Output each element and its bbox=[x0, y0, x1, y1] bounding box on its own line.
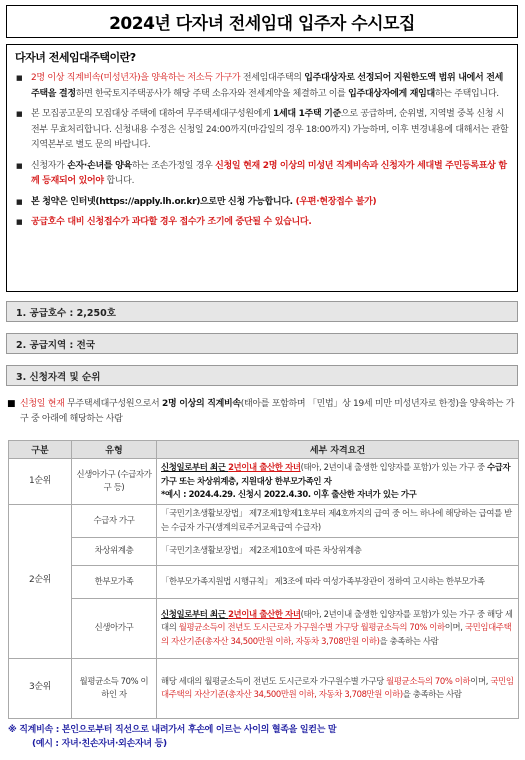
intro-bullet-4: ■ 본 청약은 인터넷(https://apply.lh.or.kr)으로만 신청 가능합니다. (우편·현장접수 불가) bbox=[15, 195, 509, 211]
page-title: 2024년 다자녀 전세임대 입주자 수시모집 bbox=[109, 14, 415, 34]
footnote-line-1: ※ 직계비속 : 본인으로부터 직선으로 내려가서 후손에 이르는 사이의 혈족을 일컫는 말 bbox=[8, 725, 337, 735]
eligibility-intro: ■ 신청일 현재 무주택세대구성원으로서 2명 이상의 직계비속(태아를 포함하며 「민법」상 19세 미만 미성년자로 한정)을 양육하는 가구 중 아래에 해당하는 사람 bbox=[7, 399, 515, 424]
requirement-cell: 「국민기초생활보장법」 제2조제10호에 따른 차상위계층 bbox=[157, 537, 519, 565]
square-bullet-icon: ■ bbox=[16, 218, 23, 226]
requirement-cell: 신청일로부터 최근 2년이내 출산한 자녀(태아, 2년이내 출생한 입양자를 포함)가 있는 가구 중 수급자가구 또는 차상위계층, 지원대상 한부모가족인 자 *예시 : 2024.4.29. 신청시 2022.4.30. 이후 출산한 자녀가 있는 가구 bbox=[157, 459, 519, 505]
intro-bullet-3: ■ 신청자가 손자·손녀를 양육하는 조손가정일 경우 신청일 현재 2명 이상의 미성년 직계비속과 신청자가 세대별 주민등록표상 함께 등재되어 있어야 합니다. bbox=[16, 160, 507, 186]
table-row bbox=[9, 598, 519, 658]
page-title-box bbox=[6, 5, 518, 38]
section-eligibility: 3. 신청자격 및 순위 bbox=[6, 365, 518, 386]
black-square-icon: ■ bbox=[7, 399, 16, 409]
rank-cell: 3순위 bbox=[9, 658, 72, 718]
col-header-rank: 구분 bbox=[9, 441, 72, 459]
intro-box bbox=[6, 44, 518, 292]
footnote-line-2: (예시 : 자녀·친손자녀·외손자녀 등) bbox=[32, 739, 167, 749]
type-cell: 차상위계층 bbox=[72, 537, 157, 565]
table-row bbox=[9, 459, 519, 505]
requirement-cell: 「한부모가족지원법 시행규칙」 제3조에 따라 여성가족부장관이 정하여 고시하는 한부모가족 bbox=[157, 565, 519, 598]
requirement-cell: 해당 세대의 월평균소득이 전년도 도시근로자 가구원수별 가구당 월평균소득의 70% 이하이며, 국민임대주택의 자산기준(총자산 34,500만원 이하, 자동차 3,708만원 이하)을 충족하는 사람 bbox=[157, 658, 519, 718]
intro-bullet-5: ■ 공급호수 대비 신청접수가 과다할 경우 접수가 조기에 중단될 수 있습니다. bbox=[15, 215, 509, 231]
rank-cell: 1순위 bbox=[9, 459, 72, 505]
type-cell: 신생아가구 (수급자가구 등) bbox=[72, 459, 157, 505]
section-supply-region: 2. 공급지역 : 전국 bbox=[6, 333, 518, 354]
requirement-cell: 신청일로부터 최근 2년이내 출산한 자녀(태아, 2년이내 출생한 입양자를 포함)가 있는 가구 중 해당 세대의 월평균소득이 전년도 도시근로자 가구원수별 가구당 월평균소득의 70% 이하이며, 국민임대주택의 자산기준(총자산 34,500만원 이하, 자동차 3,708만원 이하)을 충족하는 사람 bbox=[157, 598, 519, 658]
intro-bullet-1: ■ 2명 이상 직계비속(미성년자)을 양육하는 저소득 가구가 전세임대주택의 입주대상자로 선정되어 지원한도액 범위 내에서 전세 주택을 결정하면 한국토지주택공사가 해당 주택 소유자와 전세계약을 체결하고 이를 입주대상자에게 재임대하는 주택입니다. bbox=[16, 73, 504, 99]
intro-heading: 다자녀 전세임대주택이란? bbox=[15, 51, 136, 64]
type-cell: 월평균소득 70% 이하인 자 bbox=[72, 658, 157, 718]
table-row bbox=[9, 658, 519, 718]
table-row bbox=[9, 504, 519, 537]
table-header-row bbox=[9, 441, 519, 459]
square-bullet-icon: ■ bbox=[16, 74, 23, 82]
requirement-cell: 「국민기초생활보장법」 제7조제1항제1호부터 제4호까지의 급여 중 어느 하나에 해당하는 급여를 받는 수급자 가구(생계의료주거교육급여 수급자) bbox=[157, 504, 519, 537]
square-bullet-icon: ■ bbox=[16, 197, 23, 206]
type-cell: 한부모가족 bbox=[72, 565, 157, 598]
section-supply-count: 1. 공급호수 : 2,250호 bbox=[6, 301, 518, 322]
type-cell: 수급자 가구 bbox=[72, 504, 157, 537]
type-cell: 신생아가구 bbox=[72, 598, 157, 658]
square-bullet-icon: ■ bbox=[16, 110, 23, 118]
col-header-type: 유형 bbox=[72, 441, 157, 459]
intro-bullet-2: ■ 본 모집공고문의 모집대상 주택에 대하여 무주택세대구성원에게 1세대 1주택 기준으로 공급하며, 순위별, 지역별 중복 신청 시 전부 무효처리합니다. 신청내용 수정은 신청일 24:00까지(마감일의 경우 18:00까지) 가능하며, 이후 변경내용에 대해서는 관할 지역본부로 별도 문의 바랍니다. bbox=[16, 109, 509, 150]
table-row bbox=[9, 537, 519, 565]
rank-cell: 2순위 bbox=[9, 504, 72, 658]
footnote bbox=[8, 723, 518, 751]
eligibility-table bbox=[8, 440, 519, 719]
col-header-requirements: 세부 자격요건 bbox=[157, 441, 519, 459]
table-row bbox=[9, 565, 519, 598]
square-bullet-icon: ■ bbox=[16, 161, 23, 170]
